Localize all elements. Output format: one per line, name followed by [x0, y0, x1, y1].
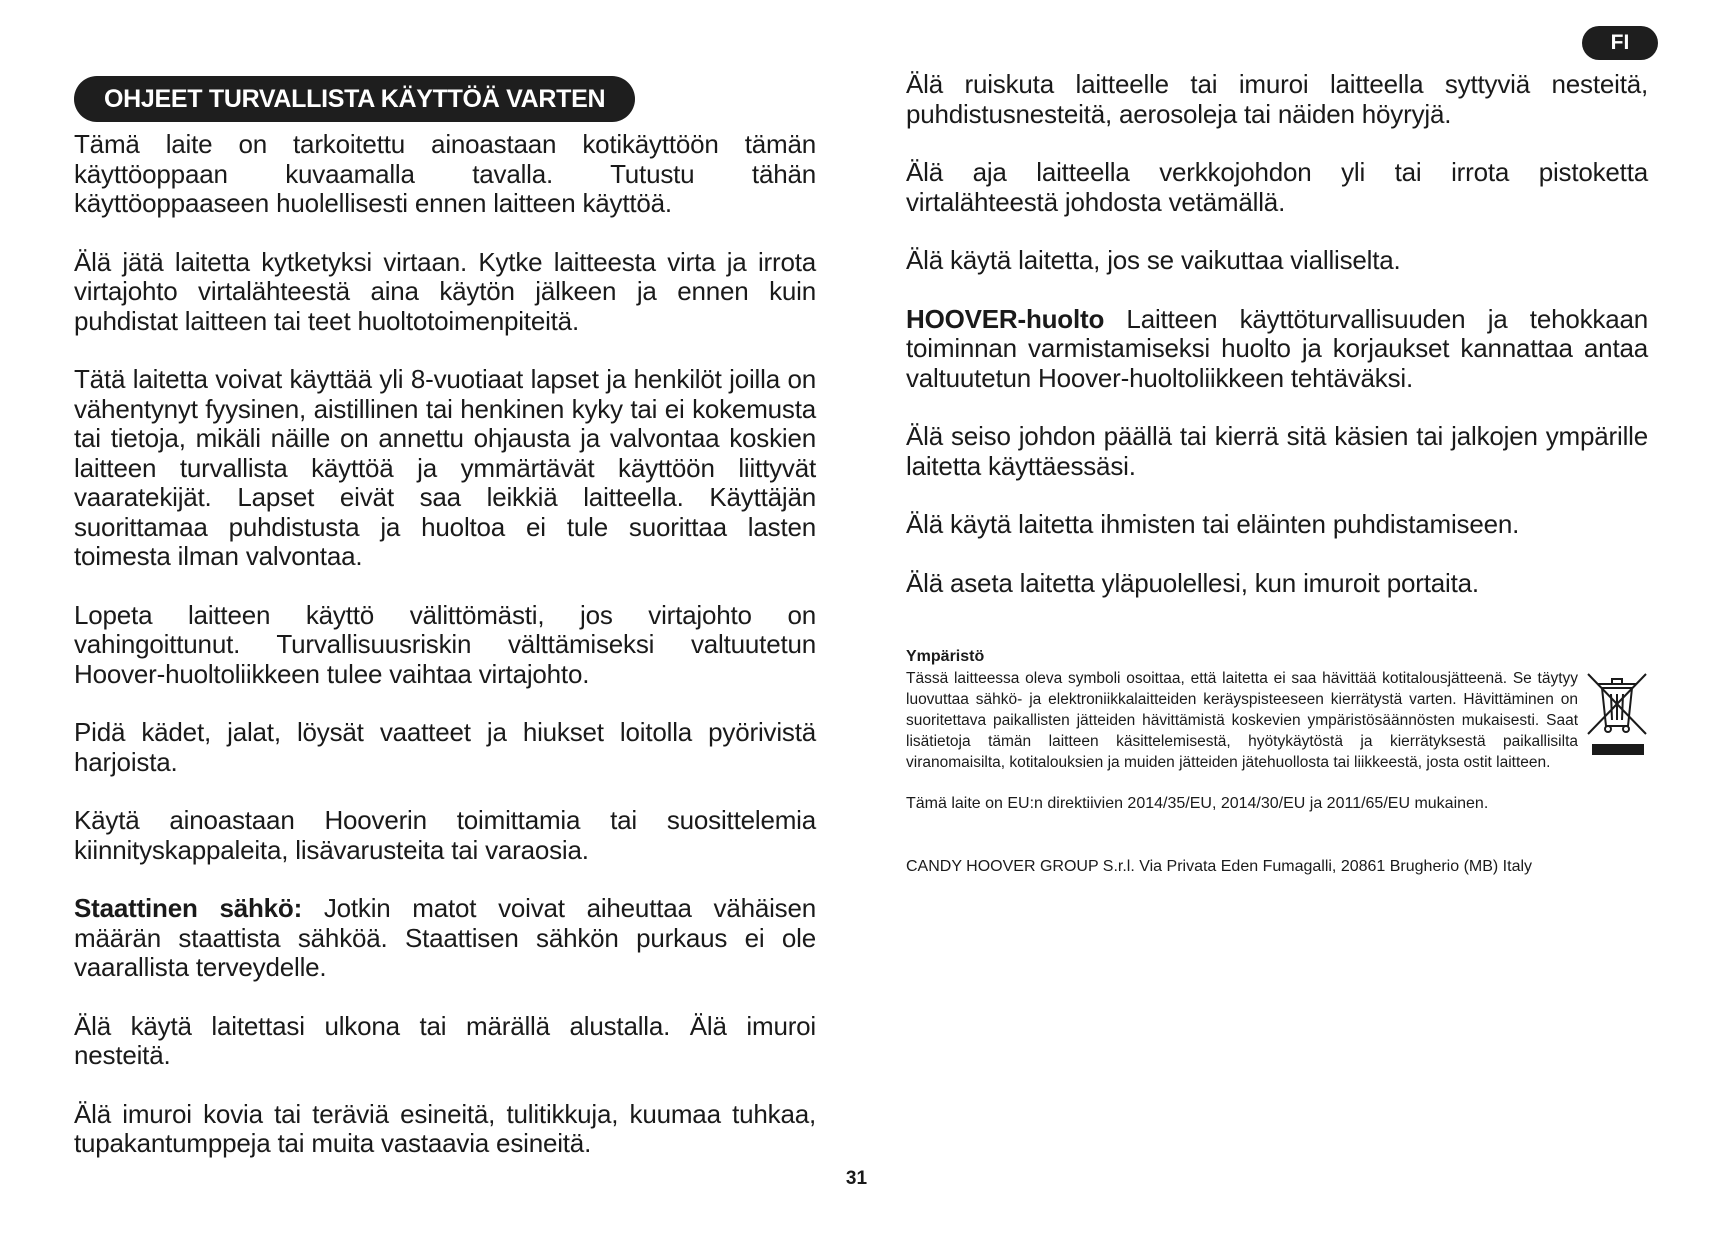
paragraph-damaged-cord: Lopeta laitteen käyttö välittömästi, jos virtajohto on vahingoittunut. Turvallisuusriskin välttämiseksi valtuutetun Hoover-huoltoliikkeen tulee vaihtaa virtajohto. — [74, 599, 816, 689]
manufacturer-address: CANDY HOOVER GROUP S.r.l. Via Privata Eden Fumagalli, 20861 Brugherio (MB) Italy — [906, 858, 1533, 875]
static-text: Jotkin matot voivat aiheuttaa vähäisen määrän staattista sähköä. Staattisen sähkön purkaus ei ole vaarallista terveydelle. — [74, 893, 817, 982]
paragraph-brushes: Pidä kädet, jalat, löysät vaatteet ja hiukset loitolla pyörivistä harjoista. — [74, 717, 816, 777]
paragraph-flammable: Älä ruiskuta laitteelle tai imuroi laitteella syttyviä nesteitä, puhdistusnesteitä, aerosoleja tai näiden höyryjä. — [906, 69, 1648, 129]
right-column — [906, 70, 1648, 877]
paragraph-static — [74, 894, 816, 983]
paragraph-intended-use: Tämä laite on tarkoitettu ainoastaan kotikäyttöön tämän käyttöoppaan kuvaamalla tavalla. Tutustu tähän käyttöoppaaseen huolellisesti ennen laitteen käyttöä. — [74, 129, 816, 218]
page-number: 31 — [845, 1168, 868, 1189]
paragraph-stairs: Älä aseta laitetta yläpuolellesi, kun imuroit portaita. — [906, 567, 1479, 598]
language-badge: FI — [1582, 26, 1658, 60]
paragraph-faulty: Älä käytä laitetta, jos se vaikuttaa vialliselta. — [906, 245, 1401, 275]
hoover-service-label: HOOVER-huolto — [906, 303, 1105, 334]
environment-section — [906, 668, 1648, 773]
paragraph-cord-pull: Älä aja laitteella verkkojohdon yli tai irrota pistoketta virtalähteestä johdosta vetämällä. — [906, 157, 1648, 217]
section-heading: OHJEET TURVALLISTA KÄYTTÖÄ VARTEN — [74, 76, 635, 122]
weee-crossed-bin-icon — [1586, 670, 1648, 756]
paragraph-unplug: Älä jätä laitetta kytketyksi virtaan. Kytke laitteesta virta ja irrota virtajohto virtalähteestä aina käytön jälkeen ja ennen kuin puhdistat laitteen tai teet huoltotoimenpiteitä. — [74, 246, 816, 336]
environment-text: Tässä laitteessa oleva symboli osoittaa, että laitetta ei saa hävittää kotitalousjätteenä. Se täytyy luovuttaa sähkö- ja elektroniikkalaitteiden keräyspisteeseen kierrätystä varten. Hävittäminen on suoritettava paikallisten jätteiden hävittämistä koskevien ympäristösäännösten mukaisesti. Saat lisätietoja tämän laitteen käsittelemisestä, hyötykäytöstä ja kierrätyksestä paikallisilta viranomaisilta, kotitalouksien ja muiden jätteiden jätehuollosta tai liikkeestä, josta ostit laitteen. — [906, 670, 1578, 771]
paragraph-people-animals: Älä käytä laitetta ihmisten tai eläinten puhdistamiseen. — [906, 509, 1520, 539]
paragraph-children: Tätä laitetta voivat käyttää yli 8-vuotiaat lapset ja henkilöt joilla on vähentynyt fyysinen, aistillinen tai henkinen kyky tai ei kokemusta tai tietoja, mikäli näille on annettu ohjausta ja valvontaa koskien laitteen turvallista käyttöä ja ymmärtävät käyttöön liittyvät vaaratekijät. Lapset eivät saa leikkiä laitteella. Käyttäjän suorittamaa puhdistusta ja huoltoa ei tule suorittaa lasten toimesta ilman valvontaa. — [74, 364, 816, 571]
left-column — [74, 76, 816, 1188]
environment-title: Ympäristö — [906, 648, 985, 665]
paragraph-cord-stand: Älä seiso johdon päällä tai kierrä sitä käsien tai jalkojen ympärille laitetta käyttäessäsi. — [906, 421, 1648, 481]
paragraph-sharp-objects: Älä imuroi kovia tai teräviä esineitä, tulitikkuja, kuumaa tuhkaa, tupakantumppeja tai muita vastaavia esineitä. — [74, 1098, 816, 1158]
hoover-service-text: Laitteen käyttöturvallisuuden ja tehokkaan toiminnan varmistamiseksi huolto ja korjaukset kannattaa antaa valtuutetun Hoover-huoltoliikkeen tehtäväksi. — [906, 303, 1648, 393]
paragraph-outdoors: Älä käytä laitettasi ulkona tai märällä alustalla. Älä imuroi nesteitä. — [74, 1010, 816, 1070]
directive-text: Tämä laite on EU:n direktiivien 2014/35/EU, 2014/30/EU ja 2011/65/EU mukainen. — [906, 795, 1489, 812]
paragraph-accessories: Käytä ainoastaan Hooverin toimittamia tai suosittelemia kiinnityskappaleita, lisävarusteita tai varaosia. — [74, 805, 816, 865]
static-label: Staattinen sähkö: — [74, 893, 303, 923]
paragraph-hoover-service — [906, 305, 1648, 394]
